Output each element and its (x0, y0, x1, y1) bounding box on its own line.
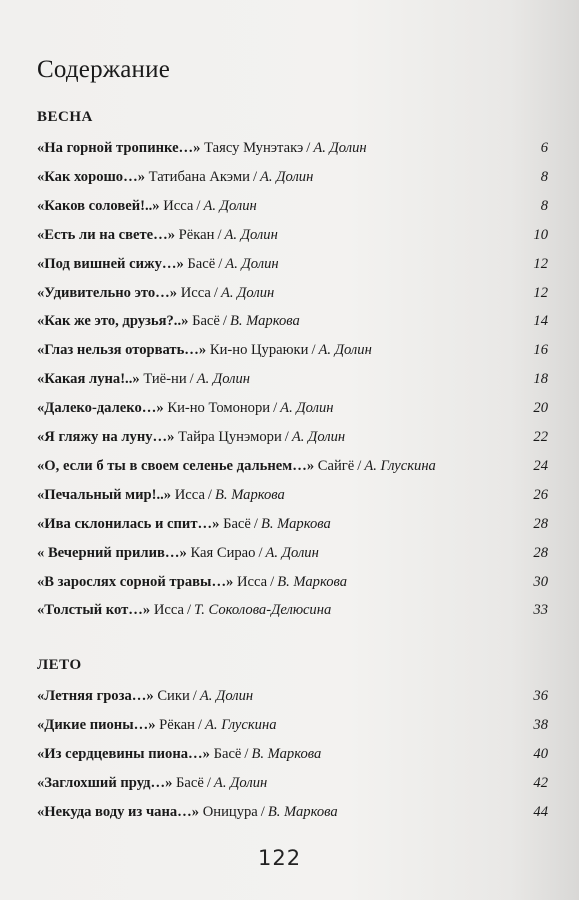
entry-author: Сайгё (317, 457, 355, 474)
entry-author: Таясу Мунэтакэ (204, 140, 304, 156)
page-number: 122 (258, 846, 302, 870)
entry-author: Кая Сирао (190, 544, 256, 561)
entry-author: Басё (192, 313, 220, 330)
entry-first-line: «Дикие пионы…» (37, 716, 156, 733)
entry-translator: В. Маркова (251, 745, 322, 762)
entry-first-line: «Печальный мир!..» (37, 486, 172, 503)
entry-author: Басё (213, 745, 242, 762)
entry-translator: А. Долин (313, 140, 367, 156)
entry-page-number: 44 (533, 803, 548, 820)
entry-separator: / (213, 284, 218, 301)
entry-translator: В. Маркова (267, 803, 338, 820)
entry-first-line: «Некуда воду из чана…» (37, 803, 200, 820)
entry-first-line: « Вечерний прилив…» (37, 544, 187, 561)
entry-author: Рёкан (159, 716, 195, 733)
entry-page-number: 14 (533, 313, 548, 330)
entry-page-number: 12 (533, 284, 548, 301)
entry-separator: / (189, 371, 194, 388)
entry-separator: / (357, 457, 362, 474)
entry-author: Тайра Цунэмори (178, 429, 282, 445)
entry-separator: / (270, 573, 275, 590)
entry-translator: В. Маркова (229, 313, 300, 330)
entry-page-number: 42 (533, 774, 548, 791)
entry-translator: А. Долин (318, 342, 372, 359)
entry-separator: / (258, 544, 263, 561)
entry-translator: А. Долин (291, 429, 346, 445)
entry-page-number: 10 (533, 226, 548, 243)
entry-translator: А. Долин (260, 168, 314, 185)
section-heading: ЛЕТО (37, 657, 82, 673)
entry-author: Рёкан (178, 226, 215, 243)
entry-translator: В. Маркова (260, 515, 331, 532)
entry-translator: А. Глускина (204, 716, 277, 733)
toc-entry (37, 685, 548, 707)
entry-first-line: «Под вишней сижу…» (37, 255, 184, 272)
toc-entry (37, 484, 548, 506)
entry-separator: / (196, 197, 201, 214)
entry-page-number: 20 (533, 400, 548, 417)
entry-separator: / (252, 168, 258, 185)
entry-translator: А. Долин (196, 371, 251, 388)
toc-entry (37, 368, 548, 390)
toc-entry (37, 513, 548, 535)
entry-separator: / (192, 688, 197, 704)
entry-page-number: 36 (533, 688, 548, 704)
entry-translator: А. Долин (225, 255, 279, 272)
toc-entry (37, 772, 548, 794)
entry-first-line: «Далеко-далеко…» (37, 400, 164, 417)
entry-author: Сики (157, 688, 190, 704)
entry-page-number: 22 (533, 429, 548, 445)
entry-separator: / (260, 803, 265, 820)
entry-translator: В. Маркова (277, 573, 348, 590)
entry-author: Басё (187, 255, 216, 272)
toc-entry (37, 397, 548, 419)
entry-page-number: 30 (533, 573, 548, 590)
entry-separator: / (186, 602, 192, 619)
entry-separator: / (217, 226, 222, 243)
entry-separator: / (311, 342, 316, 359)
toc-entry (37, 195, 548, 217)
entry-separator: / (222, 313, 227, 330)
toc-entry (37, 166, 548, 188)
entry-translator: А. Долин (280, 400, 334, 417)
entry-page-number: 6 (540, 140, 548, 156)
entry-translator: В. Маркова (214, 486, 285, 503)
entry-page-number: 18 (533, 371, 548, 388)
entry-page-number: 38 (533, 716, 548, 733)
entry-first-line: «Есть ли на свете…» (37, 226, 176, 243)
entry-author: Исса (180, 284, 211, 301)
entry-first-line: «Толстый кот…» (37, 602, 151, 619)
entry-first-line: «Как хорошо…» (37, 168, 145, 185)
toc-entry (37, 339, 548, 361)
toc-entry (37, 743, 548, 765)
toc-entry (37, 801, 548, 823)
entry-separator: / (306, 140, 311, 156)
entry-first-line: «Заглохший пруд…» (37, 774, 173, 791)
entry-translator: А. Долин (203, 197, 257, 214)
entry-first-line: «Я гляжу на луну…» (37, 429, 175, 445)
entry-author: Исса (174, 486, 205, 503)
entry-first-line: «На горной тропинке…» (37, 140, 201, 156)
entry-author: Исса (237, 573, 268, 590)
entry-translator: А. Долин (224, 226, 278, 243)
toc-entry (37, 542, 548, 564)
entry-first-line: «Удивительно это…» (37, 284, 178, 301)
entry-separator: / (284, 429, 289, 445)
page-title: Содержание (37, 56, 170, 83)
entry-first-line: «Из сердцевины пиона…» (37, 745, 210, 762)
entry-page-number: 24 (533, 457, 548, 474)
entry-first-line: «О, если б ты в своем селенье дальнем…» (37, 457, 315, 474)
toc-entry (37, 224, 548, 246)
entry-first-line: «Какая луна!..» (37, 371, 140, 388)
toc-entry (37, 253, 548, 275)
toc-entry (37, 599, 548, 621)
entry-first-line: «Как же это, друзья?..» (37, 313, 189, 330)
entry-separator: / (253, 515, 258, 532)
entry-translator: А. Долин (213, 774, 268, 791)
entry-author: Исса (153, 602, 184, 619)
entry-first-line: «В зарослях сорной травы…» (37, 573, 234, 590)
entry-first-line: «Глаз нельзя оторвать…» (37, 342, 207, 359)
toc-entry (37, 310, 548, 332)
entry-page-number: 8 (540, 168, 548, 185)
entry-first-line: «Ива склонилась и спит…» (37, 515, 220, 532)
entry-separator: / (197, 716, 202, 733)
toc-entry (37, 714, 548, 736)
entry-author: Исса (163, 197, 194, 214)
entry-page-number: 26 (533, 486, 548, 503)
entry-page-number: 28 (533, 544, 548, 561)
entry-translator: А. Глускина (364, 457, 436, 474)
entry-first-line: «Каков соловей!..» (37, 197, 160, 214)
entry-separator: / (207, 486, 212, 503)
entry-author: Татибана Акэми (148, 168, 250, 185)
section-heading: ВЕСНА (37, 109, 93, 125)
entry-separator: / (218, 255, 223, 272)
entry-page-number: 16 (533, 342, 548, 359)
entry-translator: А. Долин (220, 284, 275, 301)
toc-entry (37, 137, 548, 159)
toc-entry (37, 282, 548, 304)
entry-page-number: 12 (533, 255, 548, 272)
entry-separator: / (244, 745, 249, 762)
toc-entry (37, 571, 548, 593)
entry-translator: А. Долин (265, 544, 319, 561)
entry-translator: А. Долин (199, 688, 254, 704)
entry-translator: Т. Соколова-Делюсина (194, 602, 332, 619)
entry-page-number: 28 (533, 515, 548, 532)
entry-first-line: «Летняя гроза…» (37, 688, 154, 704)
entry-author: Тиё-ни (143, 371, 187, 388)
entry-separator: / (273, 400, 278, 417)
toc-entry (37, 455, 548, 477)
entry-author: Басё (223, 515, 251, 532)
toc-entry (37, 426, 548, 448)
entry-page-number: 33 (533, 602, 548, 619)
entry-author: Ки-но Цураюки (209, 342, 309, 359)
entry-author: Басё (176, 774, 204, 791)
entry-author: Оницура (202, 803, 258, 820)
entry-page-number: 8 (540, 197, 548, 214)
entry-author: Ки-но Томонори (167, 400, 271, 417)
entry-page-number: 40 (533, 745, 548, 762)
entry-separator: / (206, 774, 211, 791)
